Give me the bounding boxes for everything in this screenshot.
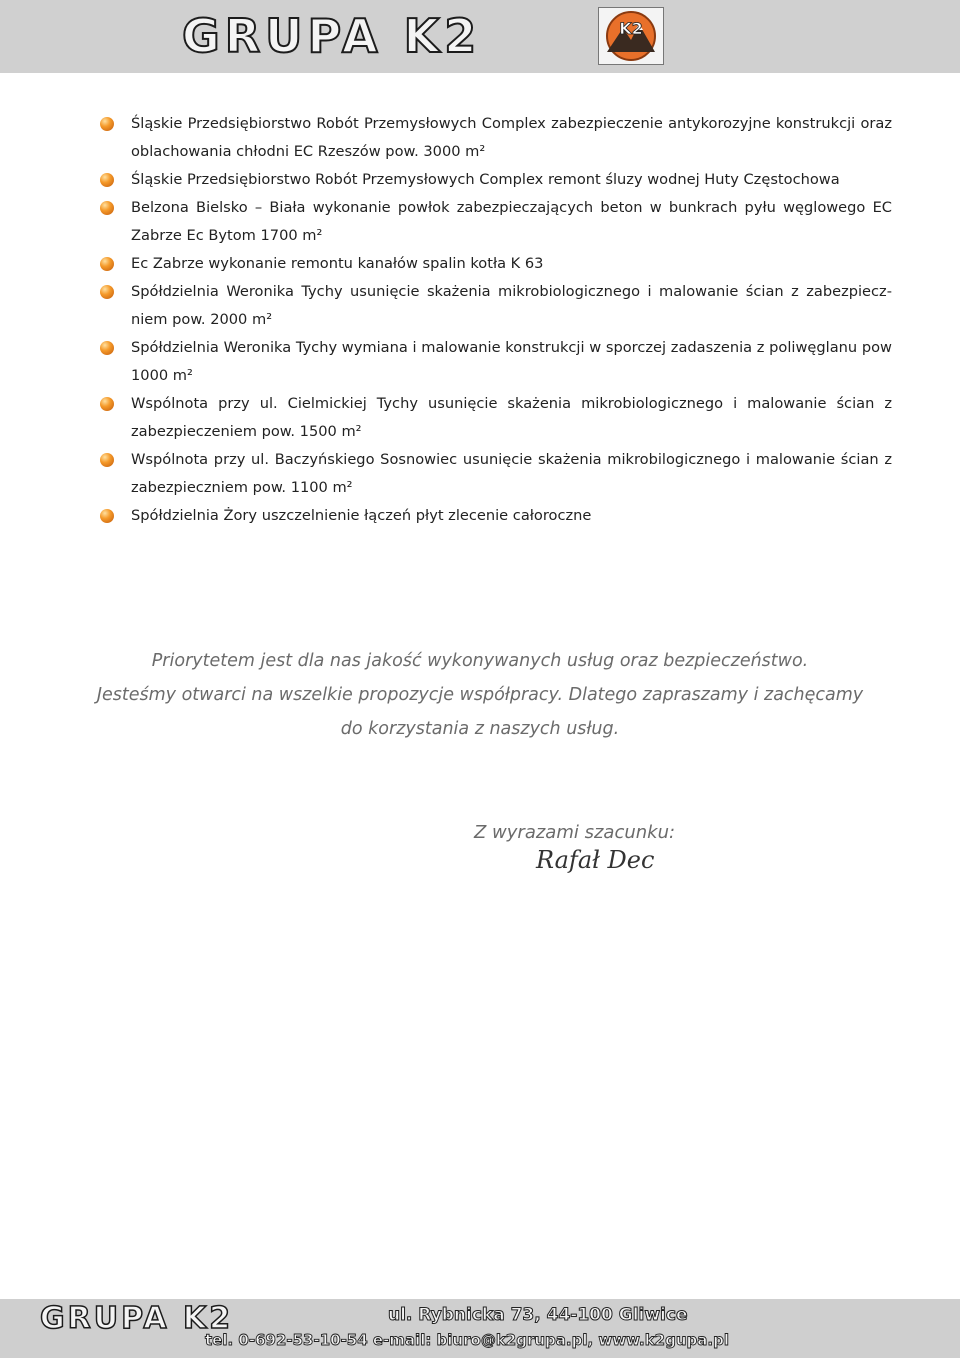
list-item-text: Belzona Bielsko – Biała wykonanie powłok zabezpieczających beton w bunkrach pyłu węglowego EC Zabrze Ec Bytom 1700 m²	[131, 199, 892, 244]
brand-logo-text: GRUPA K2	[182, 9, 482, 63]
orange-bullet-icon	[100, 453, 114, 467]
orange-bullet-icon	[100, 509, 114, 523]
closing-regards: Z wyrazami szacunku:	[474, 822, 676, 843]
k2-mountain-logo-icon	[598, 7, 664, 65]
list-item	[100, 446, 892, 502]
page-header	[0, 0, 960, 73]
slogan-line-1: Priorytetem jest dla nas jakość wykonywanych usług oraz bezpieczeństwo.	[151, 651, 809, 671]
footer-address: ul. Rybnicka 73, 44-100 Gliwice	[388, 1305, 688, 1325]
list-item-text: Śląskie Przedsiębiorstwo Robót Przemysłowych Complex zabezpieczenie antykorozyjne konstrukcji oraz oblachowania chłodni EC Rzeszów pow. 3000 m²	[131, 115, 892, 160]
orange-bullet-icon	[100, 201, 114, 215]
list-item	[100, 334, 892, 390]
list-item-text: Spółdzielnia Weronika Tychy usunięcie skażenia mikrobiologicznego i malowanie ścian z zabezpieczniem pow. 2000 m²	[131, 283, 892, 328]
slogan-line-2: Jesteśmy otwarci na wszelkie propozycje współpracy. Dlatego zapraszamy i zachęcamy	[96, 685, 864, 705]
list-item-text: Wspólnota przy ul. Baczyńskiego Sosnowiec usunięcie skażenia mikrobilogicznego i malowanie ścian z zabezpieczniem pow. 1100 m²	[131, 451, 892, 496]
list-item-text: Wspólnota przy ul. Cielmickiej Tychy usunięcie skażenia mikrobiologicznego i malowanie ścian z zabezpieczeniem pow. 1500 m²	[131, 395, 892, 440]
list-item-text: Spółdzielnia Weronika Tychy wymiana i malowanie konstrukcji w sporczej zadaszenia z poliwęglanu pow 1000 m²	[131, 339, 892, 384]
list-item-text: Spółdzielnia Żory uszczelnienie łączeń płyt zlecenie całoroczne	[131, 507, 592, 524]
orange-bullet-icon	[100, 257, 114, 271]
list-item-text: Śląskie Przedsiębiorstwo Robót Przemysłowych Complex remont śluzy wodnej Huty Częstochowa	[131, 171, 840, 188]
list-item-text: Ec Zabrze wykonanie remontu kanałów spalin kotła K 63	[131, 255, 544, 272]
footer-contact: tel. 0-692-53-10-54 e-mail: biuro@k2grupa.pl, www.k2gupa.pl	[205, 1331, 729, 1349]
logo-k2-text: K2	[619, 19, 643, 38]
list-item	[100, 250, 892, 278]
handwritten-signature: Rafał Dec	[536, 846, 655, 874]
orange-bullet-icon	[100, 173, 114, 187]
list-item	[100, 194, 892, 250]
page-footer	[0, 1299, 960, 1358]
footer-brand-logo: GRUPA K2	[40, 1301, 234, 1336]
list-item	[100, 110, 892, 166]
references-list	[100, 110, 892, 530]
list-item	[100, 166, 892, 194]
orange-bullet-icon	[100, 285, 114, 299]
company-slogan	[40, 644, 920, 746]
list-item	[100, 502, 892, 530]
orange-bullet-icon	[100, 397, 114, 411]
orange-bullet-icon	[100, 341, 114, 355]
list-item	[100, 390, 892, 446]
list-item	[100, 278, 892, 334]
orange-bullet-icon	[100, 117, 114, 131]
slogan-line-3: do korzystania z naszych usług.	[340, 719, 620, 739]
